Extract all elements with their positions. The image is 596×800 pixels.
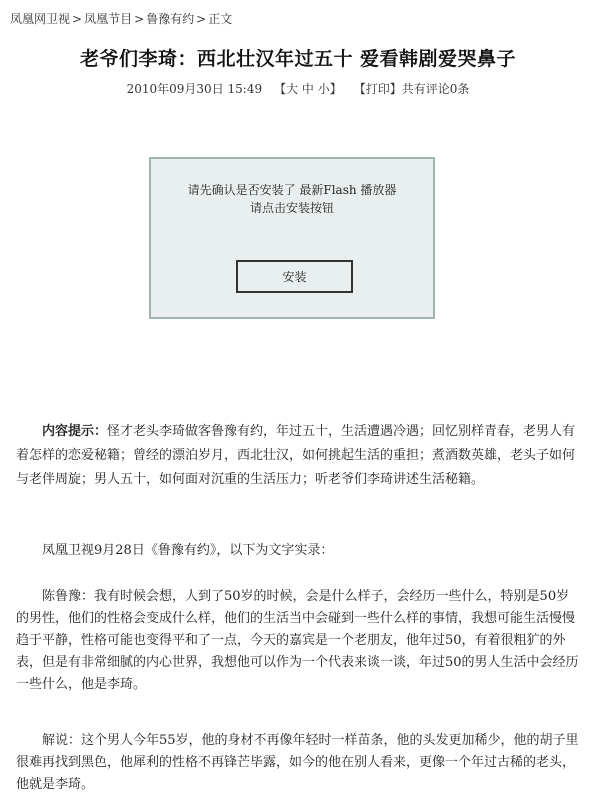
flash-message: 请先确认是否安装了 最新Flash 播放器 xyxy=(187,183,397,197)
flash-player-placeholder xyxy=(149,157,435,319)
article-meta xyxy=(0,80,596,97)
breadcrumb-item-programs[interactable]: 凤凰节目 xyxy=(84,12,133,26)
flash-instruction: 请点击安装按钮 xyxy=(249,201,334,215)
comment-count[interactable]: 共有评论0条 xyxy=(401,82,470,96)
breadcrumb-separator: > xyxy=(72,12,83,26)
breadcrumb xyxy=(10,10,232,27)
breadcrumb-item-current: 正文 xyxy=(208,12,233,26)
summary-label: 内容提示： xyxy=(42,424,108,439)
breadcrumb-separator: > xyxy=(196,12,207,26)
font-size-control[interactable]: 【大 中 小】 xyxy=(274,82,342,96)
breadcrumb-separator: > xyxy=(134,12,145,26)
breadcrumb-item-luyu-show[interactable]: 鲁豫有约 xyxy=(146,12,195,26)
summary-text: 怪才老头李琦做客鲁豫有约，年过五十，生活遭遇冷遇；回忆别样青春，老男人有着怎样的恋爱秘籍；曾经的漂泊岁月，西北壮汉，如何挑起生活的重担；煮酒数英雄，老头子如何与老伴周旋；男人五十，如何面对沉重的生活压力；听老爷们李琦讲述生活秘籍。 xyxy=(16,424,576,487)
page-title: 老爷们李琦：西北壮汉年过五十 爱看韩剧爱哭鼻子 xyxy=(79,48,517,70)
install-button[interactable]: 安装 xyxy=(236,260,353,293)
print-link[interactable]: 【打印】 xyxy=(353,82,402,96)
breadcrumb-item-phoenix-tv[interactable]: 凤凰网卫视 xyxy=(10,12,71,26)
article-paragraph: 解说：这个男人今年55岁，他的身材不再像年轻时一样苗条，他的头发更加稀少，他的胡子里很难再找到黑色，他犀利的性格不再锋芒毕露，如今的他在别人看来，更像一个年过古稀的老头，他就是李琦。 xyxy=(16,733,579,792)
content-summary xyxy=(16,420,582,492)
article-paragraph: 凤凰卫视9月28日《鲁豫有约》，以下为文字实录： xyxy=(42,543,334,558)
article-paragraph: 陈鲁豫：我有时候会想，人到了50岁的时候，会是什么样子，会经历一些什么，特别是50岁的男性，他们的性格会变成什么样，他们的生活当中会碰到一些什么样的事情，我想可能生活慢慢趋于平静，性格可能也变得平和了一点，今天的嘉宾是一个老朋友，他年过50，有着很粗犷的外表，但是有非常细腻的内心世界，我想他可以作为一个代表来谈一谈，年过50的男人生活中会经历一些什么，他是李琦。 xyxy=(16,589,579,692)
article-datetime: 2010年09月30日 15:49 xyxy=(126,82,263,96)
